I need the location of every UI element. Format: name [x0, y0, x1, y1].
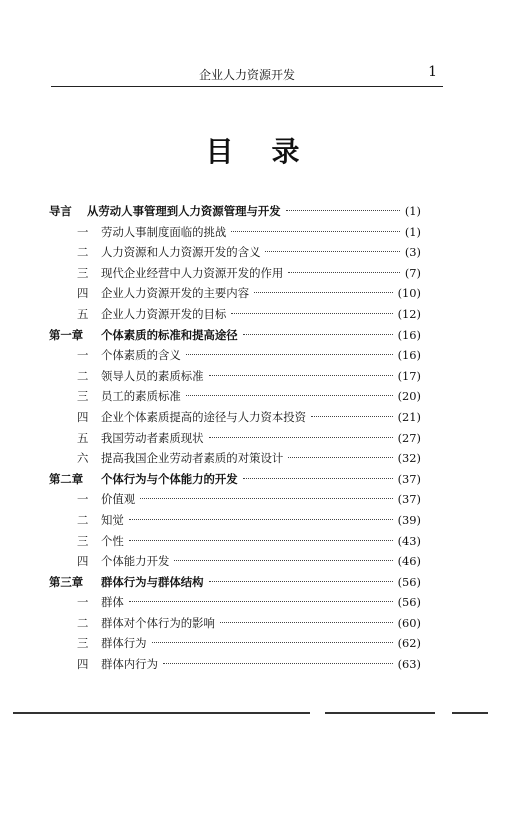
entry-title: 知觉: [101, 512, 124, 527]
dot-leader: [186, 395, 393, 396]
entry-number: 一: [77, 492, 89, 507]
running-header: [51, 66, 443, 84]
entry-number: 二: [77, 245, 89, 260]
entry-page: (56): [397, 574, 421, 589]
dot-leader: [129, 540, 393, 541]
entry-number: 六: [77, 451, 89, 466]
dot-leader: [209, 581, 393, 582]
entry-title: 个体素质的标准和提高途径: [101, 327, 238, 342]
entry-page: (16): [397, 327, 421, 342]
dot-leader: [288, 457, 392, 458]
entry-page: (21): [397, 409, 421, 424]
toc-section-entry: [49, 242, 421, 263]
entry-title: 企业个体素质提高的途径与人力资本投资: [101, 409, 307, 424]
entry-number: 一: [77, 595, 89, 610]
entry-page: (39): [397, 512, 421, 527]
entry-page: (60): [397, 615, 421, 630]
dot-leader: [140, 498, 392, 499]
toc-section-entry: [49, 428, 421, 449]
toc-section-entry: [49, 283, 421, 304]
dot-leader: [129, 601, 393, 602]
entry-number: 二: [77, 512, 89, 527]
dot-leader: [243, 334, 393, 335]
toc-section-entry: [49, 263, 421, 284]
entry-number: 四: [77, 286, 89, 301]
footer-rule: [452, 712, 488, 714]
entry-number: 五: [77, 430, 89, 445]
entry-title: 个体能力开发: [101, 554, 170, 569]
entry-number: 三: [77, 389, 89, 404]
entry-page: (32): [397, 451, 421, 466]
entry-page: (20): [397, 389, 421, 404]
dot-leader: [286, 210, 400, 211]
entry-page: (63): [397, 657, 421, 672]
running-title: 企业人力资源开发: [198, 68, 295, 82]
footer-rule: [325, 712, 435, 714]
entry-page: (7): [404, 265, 421, 280]
entry-page: (56): [397, 595, 421, 610]
toc-section-entry: [49, 489, 421, 510]
entry-title: 企业人力资源开发的目标: [101, 306, 227, 321]
toc-section-entry: [49, 386, 421, 407]
toc-section-entry: [49, 592, 421, 613]
toc-section-entry: [49, 613, 421, 634]
entry-number: 第二章: [49, 471, 84, 486]
entry-page: (16): [397, 348, 421, 363]
entry-number: 第一章: [49, 327, 84, 342]
toc-section-entry: [49, 448, 421, 469]
entry-number: 一: [77, 348, 89, 363]
entry-page: (10): [397, 286, 421, 301]
entry-page: (43): [397, 533, 421, 548]
entry-number: 三: [77, 265, 89, 280]
entry-title: 群体内行为: [101, 657, 158, 672]
entry-title: 个体行为与个体能力的开发: [101, 471, 238, 486]
page-title: 目录: [205, 135, 338, 168]
entry-number: 四: [77, 657, 89, 672]
toc-section-entry: [49, 407, 421, 428]
entry-page: (3): [404, 245, 421, 260]
entry-title: 价值观: [101, 492, 136, 507]
entry-page: (17): [397, 368, 421, 383]
entry-title: 个体素质的含义: [101, 348, 181, 363]
table-of-contents: [49, 201, 421, 675]
toc-chapter-entry: [49, 201, 421, 222]
dot-leader: [231, 231, 400, 232]
entry-number: 四: [77, 554, 89, 569]
entry-title: 领导人员的素质标准: [101, 368, 204, 383]
dot-leader: [243, 478, 393, 479]
toc-chapter-entry: [49, 469, 421, 490]
entry-number: 导言: [49, 204, 72, 218]
dot-leader: [152, 642, 393, 643]
entry-title: 群体: [101, 595, 124, 610]
dot-leader: [129, 519, 393, 520]
entry-page: (37): [397, 492, 421, 507]
toc-section-entry: [49, 510, 421, 531]
header-rule: [51, 86, 443, 87]
entry-number: 一: [77, 224, 89, 239]
entry-number: 四: [77, 409, 89, 424]
footer-rule: [13, 712, 310, 714]
entry-title: 我国劳动者素质现状: [101, 430, 204, 445]
toc-chapter-entry: [49, 325, 421, 346]
dot-leader: [254, 292, 393, 293]
entry-page: (62): [397, 636, 421, 651]
toc-section-entry: [49, 633, 421, 654]
entry-title: 员工的素质标准: [101, 389, 181, 404]
toc-section-entry: [49, 366, 421, 387]
entry-number: 三: [77, 533, 89, 548]
entry-page: (46): [397, 554, 421, 569]
dot-leader: [186, 354, 393, 355]
entry-title: 人力资源和人力资源开发的含义: [101, 245, 261, 260]
entry-title: 群体对个体行为的影响: [101, 615, 215, 630]
dot-leader: [288, 272, 400, 273]
dot-leader: [265, 251, 399, 252]
dot-leader: [220, 622, 393, 623]
dot-leader: [231, 313, 392, 314]
entry-title: 企业人力资源开发的主要内容: [101, 286, 250, 301]
page-number: 1: [428, 64, 437, 80]
entry-title: 群体行为与群体结构: [101, 574, 204, 589]
toc-section-entry: [49, 531, 421, 552]
toc-section-entry: [49, 304, 421, 325]
dot-leader: [174, 560, 392, 561]
dot-leader: [311, 416, 393, 417]
entry-page: (12): [397, 306, 421, 321]
toc-chapter-entry: [49, 572, 421, 593]
entry-title: 现代企业经营中人力资源开发的作用: [101, 265, 284, 280]
entry-title: 劳动人事制度面临的挑战: [101, 224, 227, 239]
toc-section-entry: [49, 222, 421, 243]
entry-title: 提高我国企业劳动者素质的对策设计: [101, 451, 284, 466]
dot-leader: [163, 663, 393, 664]
toc-section-entry: [49, 345, 421, 366]
dot-leader: [209, 437, 393, 438]
dot-leader: [209, 375, 393, 376]
entry-page: (1): [404, 204, 421, 218]
entry-page: (1): [404, 224, 421, 239]
entry-title: 群体行为: [101, 636, 147, 651]
toc-section-entry: [49, 654, 421, 675]
entry-number: 二: [77, 368, 89, 383]
entry-page: (37): [397, 471, 421, 486]
entry-number: 第三章: [49, 574, 84, 589]
toc-section-entry: [49, 551, 421, 572]
entry-number: 五: [77, 306, 89, 321]
entry-number: 三: [77, 636, 89, 651]
entry-page: (27): [397, 430, 421, 445]
entry-title: 个性: [101, 533, 124, 548]
entry-title: 从劳动人事管理到人力资源管理与开发: [87, 204, 281, 218]
entry-number: 二: [77, 615, 89, 630]
